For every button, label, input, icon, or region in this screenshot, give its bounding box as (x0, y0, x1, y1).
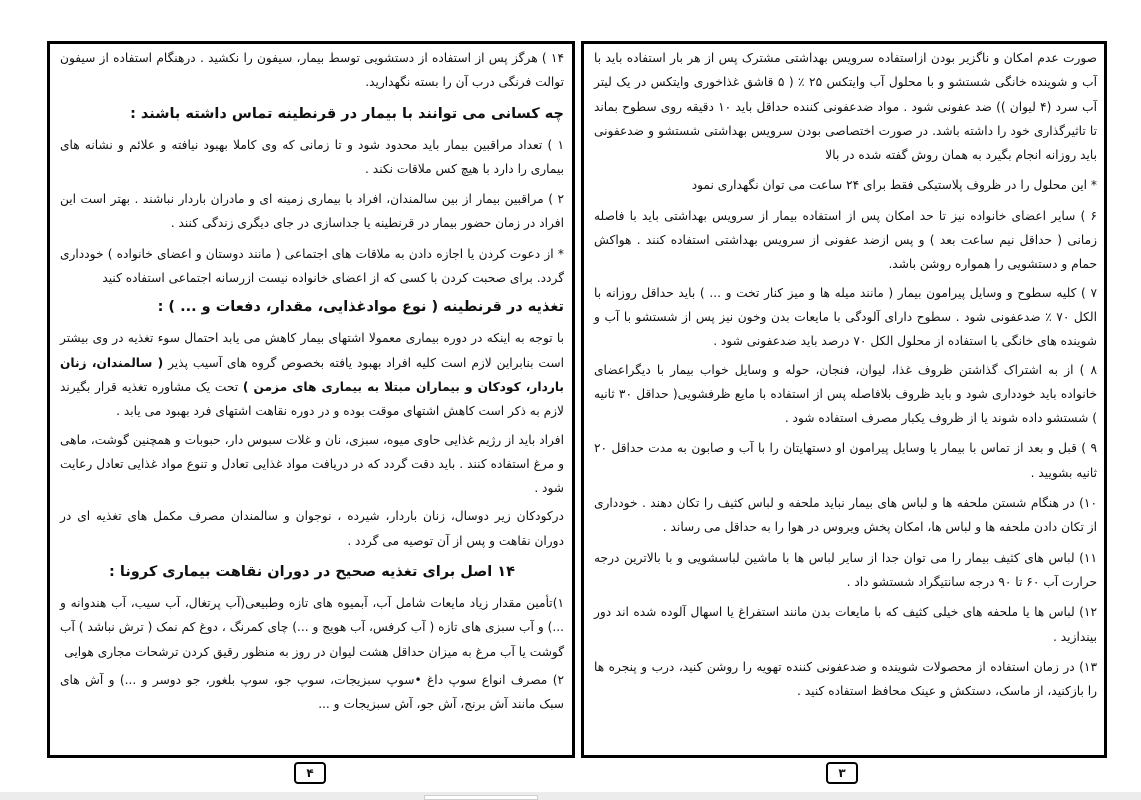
contact-heading: چه کسانی می توانند با بیمار در قرنطینه تماس داشته باشند : (130, 105, 564, 122)
page-number-right: ۳ (826, 762, 858, 784)
page-4 (47, 41, 575, 758)
solution-note: * این محلول را در ظروف پلاستیکی فقط برای ۲۴ ساعت می توان نگهداری نمود (691, 178, 1097, 193)
principle-2: ۲) مصرف انواع سوپ داغ •سوپ سبزیجات، سوپ جو، سوپ بلغور، جو دوسر و ...) و آش های سبک مانند آش برنج، آش جو، آش سبزیجات و ... (60, 672, 564, 712)
vulnerable-groups-bold: ( سالمندان، زنان باردار، کودکان و بیماران مبتلا به بیماری های مزمن ) (60, 355, 564, 394)
item-12-paragraph: ۱۲) لباس ها یا ملحفه های خیلی کثیف که با مایعات بدن مانند استفراغ یا اسهال آلوده شده اند دور بیندازید . (594, 605, 1097, 644)
item-8-paragraph: ۸ ) از به اشتراک گذاشتن ظروف غذا، لیوان، فنجان، حوله و وسایل خواب بیمار با دیگراعضای خانواده باید خودداری شود و باید ظروف بلافاصله پس از استفاده با مایع ظرفشویی( حداقل ۳۰ ثانیه ) شستشو داده شوند یا از ظروف یکبار مصرف استفاده شود . (594, 362, 1097, 426)
page-3 (581, 41, 1107, 758)
nutrition-p1-start: با توجه به اینکه در دوره بیماری معمولا اشتهای بیمار کاهش می یابد احتمال سوء تغذیه در وی بیشتر است بنابراین لازم است کلیه افراد بهبود یافته بخصوص گروه های آسیب پذیر (60, 331, 564, 370)
contact-item-2: ۲ ) مراقبین بیمار از بین سالمندان، افراد با بیماری زمینه ای و مادران باردار نباشند . بهتر است این افراد در زمان حضور بیمار در قرنطینه یا جداسازی در جای دیگری زندگی کنند . (60, 192, 564, 231)
intro-paragraph: صورت عدم امکان و ناگزیر بودن ازاستفاده سرویس بهداشتی مشترک پس از هر بار استفاده باید با آب و شوینده خانگی شستشو و با محلول آب وایتکس ۲۵ ٪ ( ۵ قاشق غذاخوری وایتکس در یک لیتر آب سرد (۴ لیوان )) ضد عفونی شود . مواد ضدعفونی کننده حداقل باید ۱۰ دقیقه روی سطوح بماند تا تاثیرگذاری خود را داشته باشد. در صورت اختصاصی بودن سرویس بهداشتی شستشو و ضدعفونی باید روزانه انجام بگیرد به همان روش گفته شده در بالا (594, 51, 1098, 163)
viewer-bottom-bar (0, 792, 1141, 800)
contact-item-1: ۱ ) تعداد مراقبین بیمار باید محدود شود و تا زمانی که وی کاملا بهبود نیافته و علائم و نشانه های بیماری را دارد با هیچ کس ملاقات نکند . (60, 137, 564, 176)
item-9-paragraph: ۹ ) قبل و بعد از تماس با بیمار یا وسایل پیرامون او دستهایتان را با آب و صابون به مدت حداقل ۲۰ ثانیه بشویید . (594, 441, 1097, 480)
contact-note: * از دعوت کردن یا اجازه دادن به ملاقات های اجتماعی ( مانند دوستان و اعضای خانواده ) خودداری گردد. برای صحبت کردن با کسی که از اعضای خانواده نیست ازرسانه اجتماعی استفاده کنید (60, 246, 564, 286)
item-7-paragraph: ۷ ) کلیه سطوح و وسایل پیرامون بیمار ( مانند میله ها و میز کنار تخت و ... ) باید حداقل روزانه با الکل ۷۰ ٪ ضدعفونی شود . سطوح دارای آلودگی با مایعات بدن وخون نیز پس از شستشو با آب و شوینده های خانگی با استفاده از محلول الکل ۷۰ درصد باید ضدعفونی شود . (594, 285, 1097, 349)
item-6-paragraph: ۶ ) سایر اعضای خانواده نیز تا حد امکان پس از استفاده بیمار از سرویس بهداشتی باید با فاصله زمانی ( حداقل نیم ساعت بعد ) و پس ازضد عفونی از سرویس بهداشتی استفاده کنند . هواکش حمام و دستشویی را همواره روشن باشد. (594, 208, 1097, 272)
nutrition-heading: تغذیه در قرنطینه ( نوع موادغذایی، مقدار، دفعات و ... ) : (157, 299, 564, 316)
item-11-paragraph: ۱۱) لباس های کثیف بیمار را می توان جدا از سایر لباس ها با ماشین لباسشویی و با بالاترین درجه حرارت آب ۶۰ تا ۹۰ درجه سانتیگراد شستشو داد . (594, 550, 1097, 589)
page-number-left: ۴ (294, 762, 326, 784)
nutrition-paragraph-1 (60, 326, 564, 423)
nutrition-paragraph-2: افراد باید از رژیم غذایی حاوی میوه، سبزی، نان و غلات سبوس دار، حبوبات و همچنین گوشت، ماهی و مرغ استفاده کنند . باید دقت گردد که در دریافت مواد غذایی تعادل و تنوع مواد غذایی تعادل رعایت شود . (60, 432, 564, 496)
principle-1: ۱)تأمین مقدار زیاد مایعات شامل آب، آبمیوه های تازه وطبیعی(آب پرتغال، آب سیب، آب هندوانه و ...) و آب سبزی های تازه ( آب کرفس، آب هویج و ...) چای کمرنگ ، دوغ کم نمک ( ترش نباشد ) آب گوشت یا آب مرغ به میزان حداقل هشت لیوان در روز به منظور رقیق کردن ترشحات مجاری هوایی (60, 596, 564, 659)
item-14-paragraph: ۱۴ ) هرگز پس از استفاده از دستشویی توسط بیمار، سیفون را نکشید . درهنگام استفاده از سیفون توالت فرنگی درب آن را بسته نگهدارید. (60, 51, 564, 90)
horizontal-scroll-handle[interactable] (424, 795, 538, 800)
nutrition-p1-end: تحت یک مشاوره تغذیه قرار بگیرند لازم به ذکر است کاهش اشتهای موقت بوده و در دوره نقاهت اشتهای فرد بهبود می یابد . (60, 379, 564, 419)
fourteen-principles-heading: ۱۴ اصل برای تغذیه صحیح در دوران نقاهت بیماری کرونا : (109, 564, 515, 581)
item-10-paragraph: ۱۰) در هنگام شستن ملحفه ها و لباس های بیمار نباید ملحفه و لباس کثیف را تکان دهند . خودداری از تکان دادن ملحفه ها و لباس ها، امکان پخش ویروس در هوا را به حداقل می رساند . (594, 496, 1097, 535)
item-13-paragraph: ۱۳) در زمان استفاده از محصولات شوینده و ضدعفونی کننده تهویه را روشن کنید، درب و پنجره ها را بازکنید، از ماسک، دستکش و عینک محافظ استفاده کنید . (594, 659, 1097, 699)
nutrition-paragraph-3: درکودکان زیر دوسال، زنان باردار، شیرده ، نوجوان و سالمندان مصرف مکمل های تغذیه ای در دوران نقاهت و پس از آن توصیه می گردد . (60, 509, 564, 548)
